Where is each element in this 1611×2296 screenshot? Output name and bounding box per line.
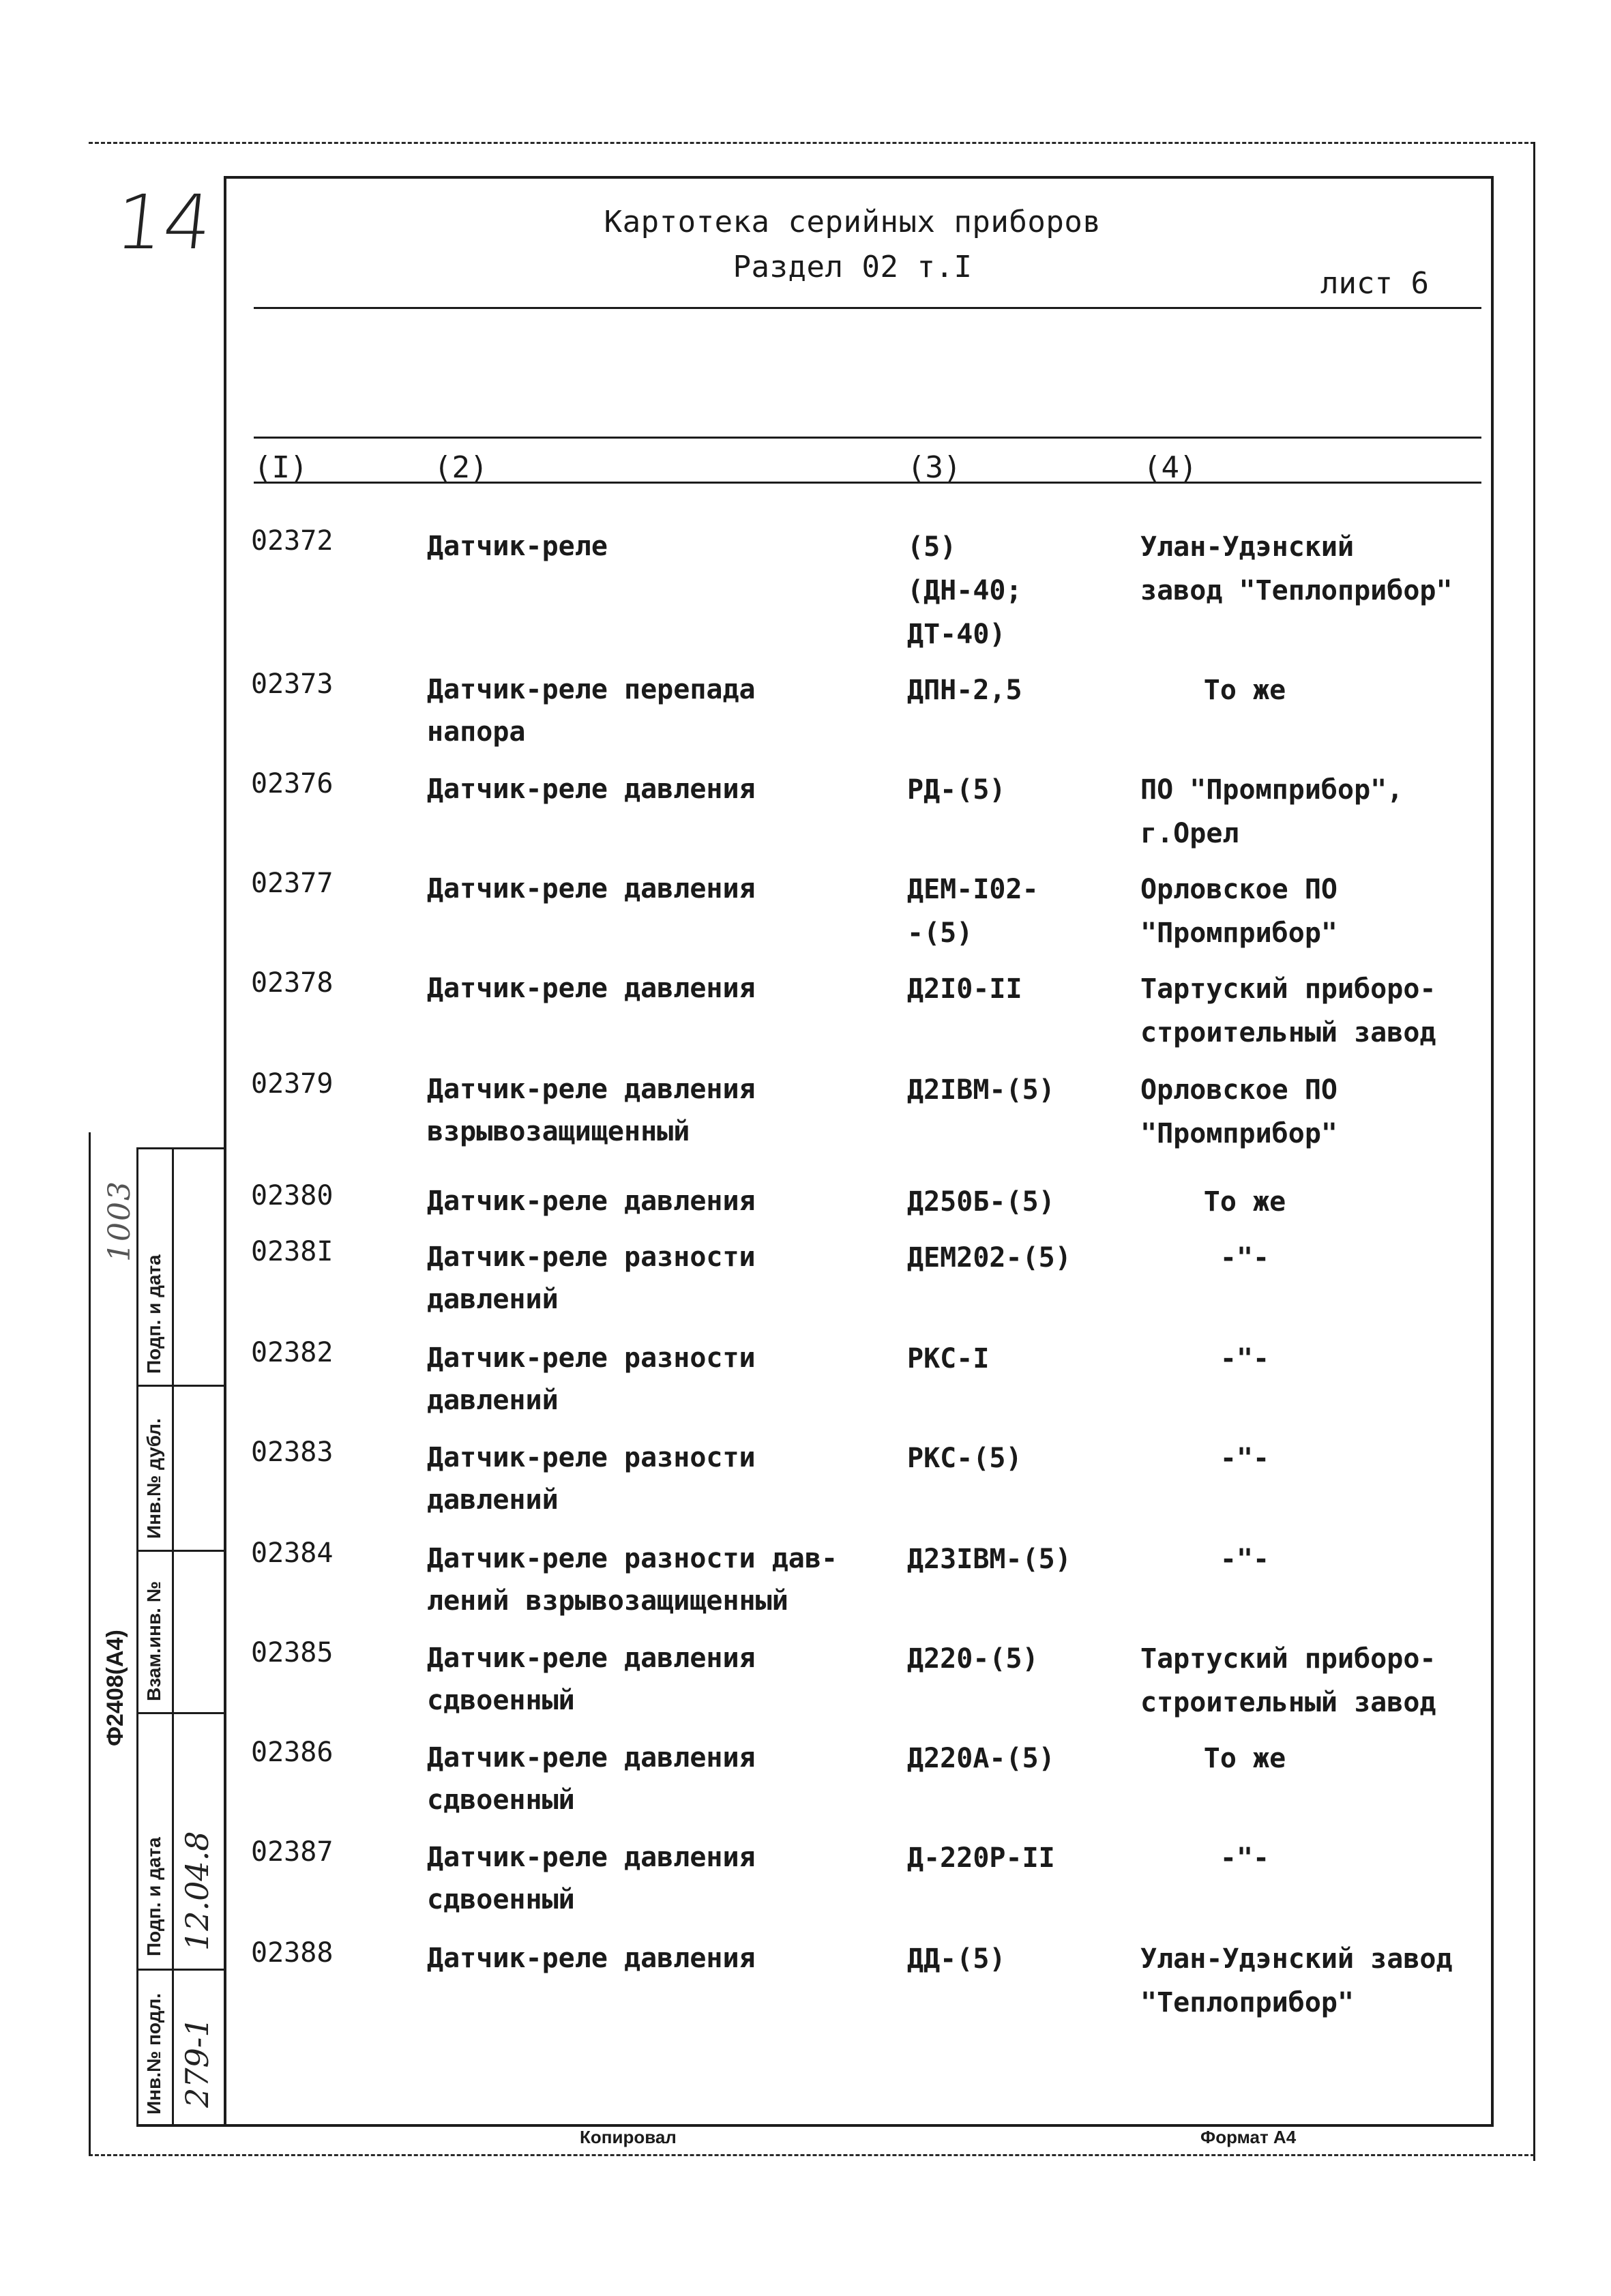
row-maker: -"- [1220,1443,1270,1474]
column-header-4: (4) [1143,450,1198,485]
row-name: Датчик-реле разности давлений [427,1241,756,1315]
outer-border-right [1533,142,1535,2161]
row-name: Датчик-реле давления взрывозащищенный [427,1074,756,1147]
row-name: Датчик-реле давления сдвоенный [427,1842,756,1915]
frame-left [224,176,226,2127]
row-name: Датчик-реле разности давлений [427,1442,756,1516]
row-type: РКС-I [907,1343,990,1374]
row-code: 0238I [251,1236,334,1267]
row-maker: -"- [1220,1544,1270,1575]
row-type: Д2I0-II [907,973,1022,1005]
row-maker: ПО "Промприбор", г.Орел [1140,774,1404,849]
row-code: 02386 [251,1737,334,1768]
stamp-border-top [136,1147,225,1149]
row-name: Датчик-реле [427,531,608,562]
outer-border-top [89,142,1535,144]
row-name: Датчик-реле давления [427,1186,756,1217]
column-header-2: (2) [434,450,488,485]
row-maker: То же [1203,1743,1286,1774]
stamp-label-sign-date: Подп. и дата [143,1837,164,1956]
form-code: Ф2408(А4) [102,1630,128,1746]
row-code: 02376 [251,768,334,799]
row-type: Д220-(5) [907,1643,1039,1675]
row-name: Датчик-реле давления [427,973,756,1004]
stamp-signature-date-handwritten: 12.04.8 [179,1831,216,1951]
outer-border-left [89,1132,91,2155]
row-type: ДПН-2,5 [907,675,1022,706]
row-code: 02378 [251,967,334,999]
stamp-label-vzam: Взам.инв. № [143,1581,164,1701]
row-type: РД-(5) [907,774,1006,806]
row-maker: То же [1203,675,1286,706]
stamp-col-a [136,1147,138,2127]
stamp-top-handwritten: 1003 [102,1180,137,1262]
row-name: Датчик-реле разности давлений [427,1342,756,1416]
stamp-label-sign-date-2: Подп. и дата [143,1254,164,1374]
row-code: 02383 [251,1437,334,1468]
row-type: (5) (ДН-40; ДТ-40) [907,531,1022,650]
row-code: 02382 [251,1337,334,1368]
row-code: 02385 [251,1637,334,1668]
row-code: 02384 [251,1537,334,1569]
row-name: Датчик-реле перепада напора [427,674,756,748]
row-maker: То же [1203,1186,1286,1218]
row-code: 02379 [251,1068,334,1100]
row-code: 02373 [251,668,334,700]
stamp-inventory-handwritten: 279-1 [179,2017,216,2108]
row-maker: -"- [1220,1242,1270,1274]
row-name: Датчик-реле давления [427,774,756,805]
stamp-div-3 [136,1712,225,1714]
stamp-div-2 [136,1550,225,1552]
row-code: 02380 [251,1180,334,1211]
row-code: 02387 [251,1836,334,1868]
row-type: ДЕМ202-(5) [907,1242,1071,1274]
row-maker: Тартуский приборо- строительный завод [1140,1643,1436,1718]
row-name: Датчик-реле давления сдвоенный [427,1742,756,1816]
row-maker: Улан-Удэнский завод "Теплоприбор" [1140,1943,1453,2018]
frame-right [1491,176,1494,2127]
row-maker: -"- [1220,1343,1270,1374]
row-maker: -"- [1220,1842,1270,1874]
page-title: Картотека серийных приборов [604,205,1102,239]
stamp-div-4 [136,1969,225,1971]
stamp-div-1 [136,1385,225,1387]
row-code: 02377 [251,868,334,899]
row-name: Датчик-реле разности дав- лений взрывозащищенный [427,1543,838,1617]
row-type: Д2IВМ-(5) [907,1074,1055,1106]
row-maker: Улан-Удэнский завод "Теплоприбор" [1140,531,1453,606]
row-name: Датчик-реле давления [427,1943,756,1974]
row-maker: Орловское ПО "Промприбор" [1140,1074,1337,1149]
stamp-label-inv-dup: Инв.№ дубл. [143,1418,164,1539]
page-subtitle: Раздел 02 т.I [733,250,973,284]
row-code: 02388 [251,1937,334,1969]
sheet-number: лист 6 [1320,266,1429,301]
title-rule [254,307,1481,309]
stamp-col-b [172,1147,174,2127]
row-code: 02372 [251,525,334,557]
row-type: Д250Б-(5) [907,1186,1055,1218]
column-header-1: (I) [254,450,308,485]
page-number: 14 [111,179,216,266]
header-rule-top [254,437,1481,439]
row-type: РКС-(5) [907,1443,1022,1474]
column-header-3: (3) [907,450,962,485]
row-maker: Орловское ПО "Промприбор" [1140,874,1337,949]
row-name: Датчик-реле давления [427,873,756,904]
row-name: Датчик-реле давления сдвоенный [427,1643,756,1716]
footer-copied: Копировал [580,2127,677,2147]
row-type: ДД-(5) [907,1943,1006,1975]
frame-top [224,176,1494,179]
row-type: ДЕМ-I02- -(5) [907,874,1039,949]
row-type: Д220А-(5) [907,1743,1055,1774]
footer-format: Формат А4 [1200,2127,1297,2147]
row-type: Д-220Р-II [907,1842,1055,1874]
row-maker: Тартуский приборо- строительный завод [1140,973,1436,1048]
stamp-label-inv-orig: Инв.№ подл. [143,1992,164,2115]
outer-border-bottom [89,2154,1535,2156]
row-type: Д23IВМ-(5) [907,1544,1071,1575]
